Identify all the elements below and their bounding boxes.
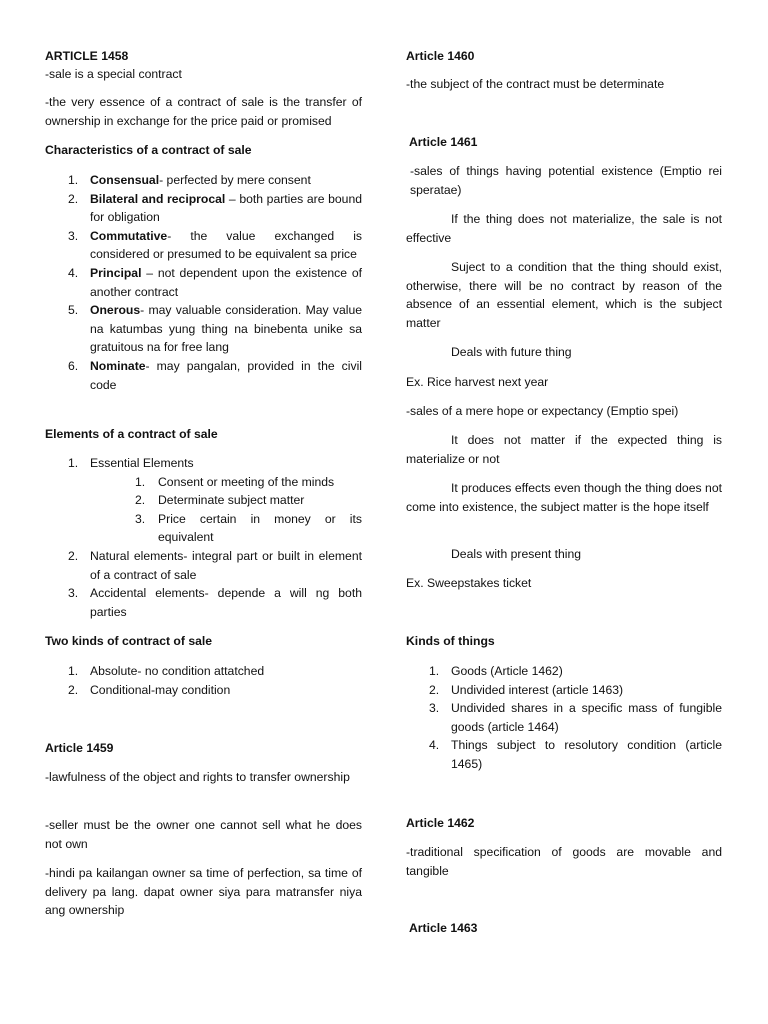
list-item: 3. Commutative- the value exchanged is considered or presumed to be equivalent sa price <box>68 228 362 262</box>
article-1461-paragraph-6: -sales of a mere hope or expectancy (Emptio spei) <box>406 404 679 418</box>
list-item: 3. Undivided shares in a specific mass of fungible goods (article 1464) <box>429 701 722 734</box>
kinds-list <box>45 662 362 699</box>
list-item: 1. Consent or meeting of the minds <box>135 474 335 489</box>
elements-heading: Elements of a contract of sale <box>45 427 218 441</box>
article-1460-paragraph: -the subject of the contract must be determinate <box>406 77 665 91</box>
list-item: 1. Absolute- no condition attatched <box>68 664 265 678</box>
kinds-of-things-list <box>406 662 722 774</box>
article-1461-paragraph-9: Deals with present thing <box>451 547 582 561</box>
article-1458-line: -sale is a special contract <box>45 67 182 81</box>
article-1460-title: Article 1460 <box>406 49 475 63</box>
kinds-heading: Two kinds of contract of sale <box>45 634 213 648</box>
article-1459-paragraph-1: -lawfulness of the object and rights to transfer ownership <box>45 770 350 784</box>
list-item: 1. Essential Elements <box>68 456 194 470</box>
elements-list <box>45 454 362 621</box>
article-1461-paragraph-7: It does not matter if the expected thing is materialize or not <box>406 433 722 466</box>
article-1461-paragraph-8: It produces effects even though the thing does not come into existence, the subject matter is the hope itself <box>406 481 722 514</box>
list-item: 2. Determinate subject matter <box>135 493 305 508</box>
list-item: 2. Natural elements- integral part or built in element of a contract of sale <box>68 548 362 582</box>
article-1459-title: Article 1459 <box>45 741 114 755</box>
kinds-of-things-heading: Kinds of things <box>406 634 495 648</box>
article-1462-paragraph: -traditional specification of goods are movable and tangible <box>406 845 722 878</box>
article-1461-paragraph-10: Ex. Sweepstakes ticket <box>406 576 532 590</box>
article-1461-paragraph-5: Ex. Rice harvest next year <box>406 375 549 389</box>
list-item: 2. Bilateral and reciprocal – both parties are bound for obligation <box>68 191 363 225</box>
list-item: 1. Consensual- perfected by mere consent <box>68 173 311 187</box>
list-item: 3. Accidental elements- depende a will ng both parties <box>68 586 362 619</box>
list-item: 2. Conditional-may condition <box>68 682 231 697</box>
article-1461-title: Article 1461 <box>409 135 478 149</box>
list-item: 1. Goods (Article 1462) <box>429 664 563 678</box>
article-1461-paragraph-2: If the thing does not materialize, the sale is not effective <box>406 212 722 245</box>
list-item: 2. Undivided interest (article 1463) <box>429 682 624 697</box>
article-1459-paragraph-3: -hindi pa kailangan owner sa time of perfection, sa time of delivery pa lang. dapat owner siya para matransfer niya ang ownership <box>45 866 362 918</box>
article-1458-title: ARTICLE 1458 <box>45 49 129 63</box>
article-1461-paragraph-1: -sales of things having potential existence (Emptio rei speratae) <box>410 164 722 197</box>
article-1458-paragraph: -the very essence of a contract of sale is the transfer of ownership in exchange for the price paid or promised <box>45 95 362 128</box>
list-item: 3. Price certain in money or its equivalent <box>135 511 362 545</box>
list-item: 4. Things subject to resolutory condition (article 1465) <box>429 738 722 771</box>
article-1461-paragraph-3: Suject to a condition that the thing should exist, otherwise, there will be no contract by reason of the absence of an essential element, which is the subject matter <box>406 260 722 330</box>
characteristics-list <box>45 171 362 394</box>
list-item: 4. Principal – not dependent upon the existence of another contract <box>68 265 362 299</box>
list-item: 6. Nominate- may pangalan, provided in the civil code <box>68 358 362 392</box>
essential-elements-sublist <box>45 473 362 547</box>
article-1462-title: Article 1462 <box>406 816 475 830</box>
characteristics-heading: Characteristics of a contract of sale <box>45 143 252 157</box>
article-1463-title: Article 1463 <box>409 921 478 935</box>
article-1461-paragraph-4: Deals with future thing <box>451 345 572 359</box>
list-item: 5. Onerous- may valuable consideration. May value na katumbas yung thing na binebenta unike sa gratuitous na for free lang <box>68 303 362 355</box>
article-1459-paragraph-2: -seller must be the owner one cannot sell what he does not own <box>45 818 362 851</box>
